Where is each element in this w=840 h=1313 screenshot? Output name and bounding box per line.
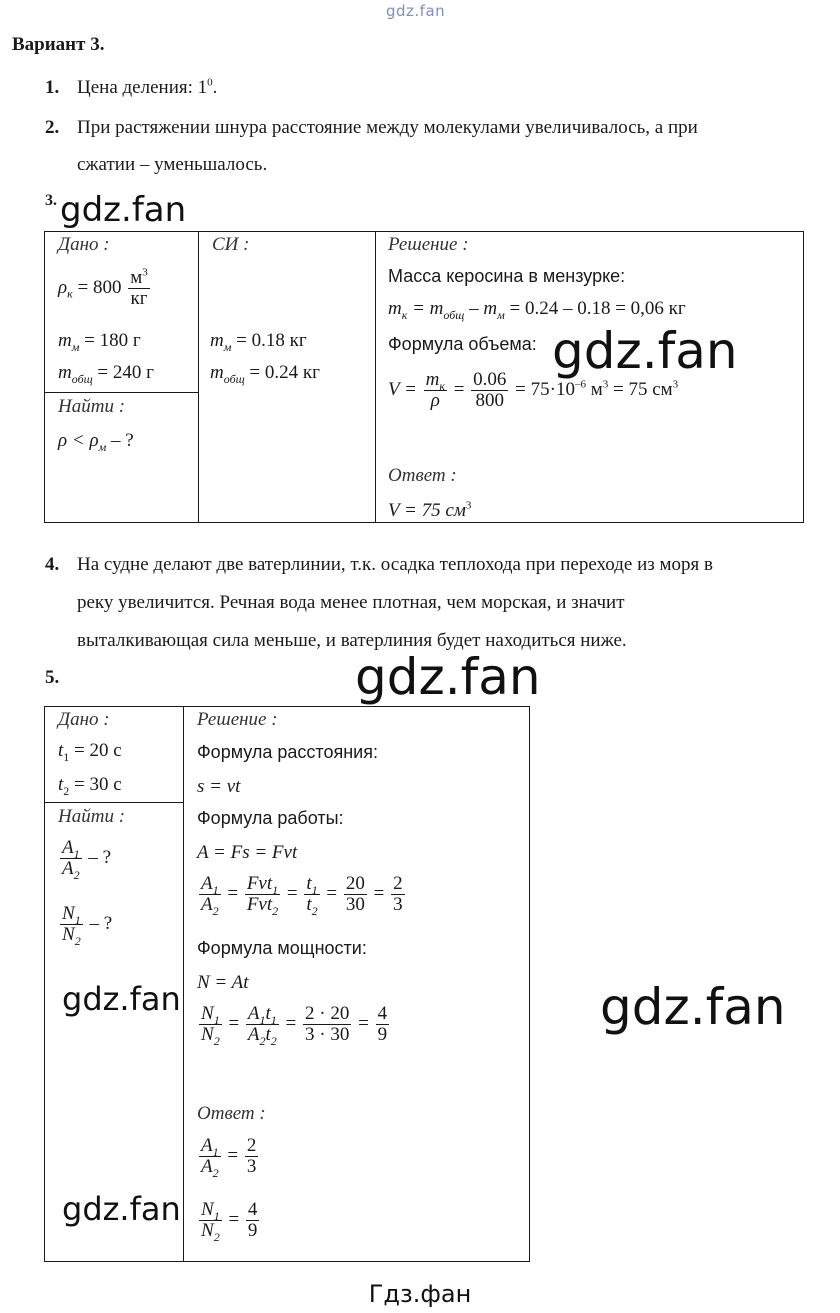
q3-table-right bbox=[803, 231, 804, 523]
q5-solution-work-ratio: $\frac{A_1}{A_2}$ = $\frac{Fvt_1}{Fvt_2}$ = $\frac{t_1}{t_2}$ = $\frac{20}{30}$ = $\frac{2}{3}$ bbox=[201, 873, 403, 918]
q4-line2: реку увеличится. Речная вода менее плотная, чем морская, и значит bbox=[77, 592, 625, 613]
page-title: Вариант 3. bbox=[12, 34, 105, 55]
q5-find-header: Найти : bbox=[58, 806, 126, 827]
q4-number: 4. bbox=[45, 554, 60, 575]
watermark: gdz.fan bbox=[355, 648, 541, 706]
q5-table-left bbox=[44, 706, 45, 1262]
q3-given-mass-menzurka: $m_м = 180$ г bbox=[58, 330, 141, 354]
q3-solution-volume: V = $\frac{m_к}{\rho}$ = $\frac{0.06}{800}$ = $75\cdot 10^{-6}$ $м^3 = 75$ $см^3$ bbox=[388, 369, 679, 411]
q3-answer-header: Ответ : bbox=[388, 465, 457, 486]
watermark: gdz.fan bbox=[60, 190, 187, 230]
q5-solution-header: Решение : bbox=[197, 709, 278, 730]
q5-find-power-ratio: $\frac{N_1}{N_2}$ – ? bbox=[62, 903, 113, 948]
q5-solution-line2: s = vt bbox=[197, 776, 241, 797]
q5-answer-power: $\frac{N_1}{N_2}$ = $\frac{4}{9}$ bbox=[201, 1199, 258, 1244]
q5-given-header: Дано : bbox=[58, 709, 110, 730]
q5-answer-work: $\frac{A_1}{A_2}$ = $\frac{2}{3}$ bbox=[201, 1135, 257, 1180]
q3-given-header: Дано : bbox=[58, 234, 110, 255]
q3-table-top bbox=[44, 231, 804, 232]
q5-table-col1 bbox=[183, 706, 184, 1262]
q2-line1: При растяжении шнура расстояние между молекулами увеличивалось, а при bbox=[77, 117, 698, 138]
q3-find-value: $\rho < \rho_м$ – ? bbox=[58, 430, 134, 454]
q3-si-mass-total: $m_{общ} = 0.24$ кг bbox=[210, 362, 320, 386]
q4-line1: На судне делают две ватерлинии, т.к. осадка теплохода при переходе из моря в bbox=[77, 554, 713, 575]
q5-solution-line6: Формула мощности: bbox=[197, 938, 367, 958]
q5-given-t2: $t_2 = 30$ с bbox=[58, 774, 122, 798]
q3-table-bottom bbox=[44, 522, 804, 523]
q5-table-top bbox=[44, 706, 530, 707]
q3-solution-line1: Масса керосина в мензурке: bbox=[388, 266, 626, 286]
q3-given-density: $\rho_к = 800$ $\frac{м^3}{кг}$ bbox=[58, 266, 148, 309]
q5-answer-header: Ответ : bbox=[197, 1103, 266, 1124]
q1-number: 1. bbox=[45, 77, 60, 98]
q5-solution-line3: Формула работы: bbox=[197, 808, 344, 828]
watermark: gdz.fan bbox=[62, 1190, 181, 1228]
q3-solution-line3: Формула объема: bbox=[388, 334, 537, 354]
q5-solution-line7: N = At bbox=[197, 972, 249, 993]
q3-si-mass-menzurka: $m_м = 0.18$ кг bbox=[210, 330, 307, 354]
q3-solution-line2: $m_к = m_{общ} - m_м = 0.24 - 0.18 = 0,06$ кг bbox=[388, 298, 686, 322]
q2-line2: сжатии – уменьшалось. bbox=[77, 154, 268, 175]
watermark: gdz.fan bbox=[600, 978, 786, 1036]
q3-table-col1 bbox=[198, 231, 199, 523]
q5-solution-power-ratio: $\frac{N_1}{N_2}$ = $\frac{A_1t_1}{A_2t_2}$ = $\frac{2 \cdot 20}{3 \cdot 30}$ = $\frac{4}{9}$ bbox=[201, 1003, 388, 1048]
q5-table-bottom bbox=[44, 1261, 530, 1262]
q3-table-col2 bbox=[375, 231, 376, 523]
q3-given-mass-total: $m_{общ} = 240$ г bbox=[58, 362, 154, 386]
q1-text: Цена деления: $1^0$. bbox=[77, 76, 218, 98]
footer-watermark: Гдз.фан bbox=[368, 1280, 472, 1308]
q3-si-header: СИ : bbox=[212, 234, 250, 255]
q3-find-header: Найти : bbox=[58, 396, 126, 417]
q3-solution-header: Решение : bbox=[388, 234, 469, 255]
watermark: gdz.fan bbox=[62, 980, 181, 1018]
q3-table-left bbox=[44, 231, 45, 523]
q5-solution-line1: Формула расстояния: bbox=[197, 742, 378, 762]
q3-table-given-divider bbox=[44, 392, 199, 393]
q5-table-right bbox=[529, 706, 530, 1262]
watermark-top: gdz.fan bbox=[386, 2, 446, 20]
watermark: gdz.fan bbox=[552, 322, 738, 380]
q5-table-given-divider bbox=[44, 802, 184, 803]
q5-number: 5. bbox=[45, 667, 60, 688]
q3-answer: V = 75 $см^3$ bbox=[388, 499, 472, 521]
q5-find-work-ratio: $\frac{A_1}{A_2}$ – ? bbox=[62, 837, 112, 882]
q2-number: 2. bbox=[45, 117, 60, 138]
q3-number: 3. bbox=[45, 192, 57, 209]
q5-solution-line4: A = Fs = Fvt bbox=[197, 842, 298, 863]
q5-given-t1: $t_1 = 20$ с bbox=[58, 740, 122, 764]
q4-line3: выталкивающая сила меньше, и ватерлиния будет находиться ниже. bbox=[77, 630, 627, 651]
